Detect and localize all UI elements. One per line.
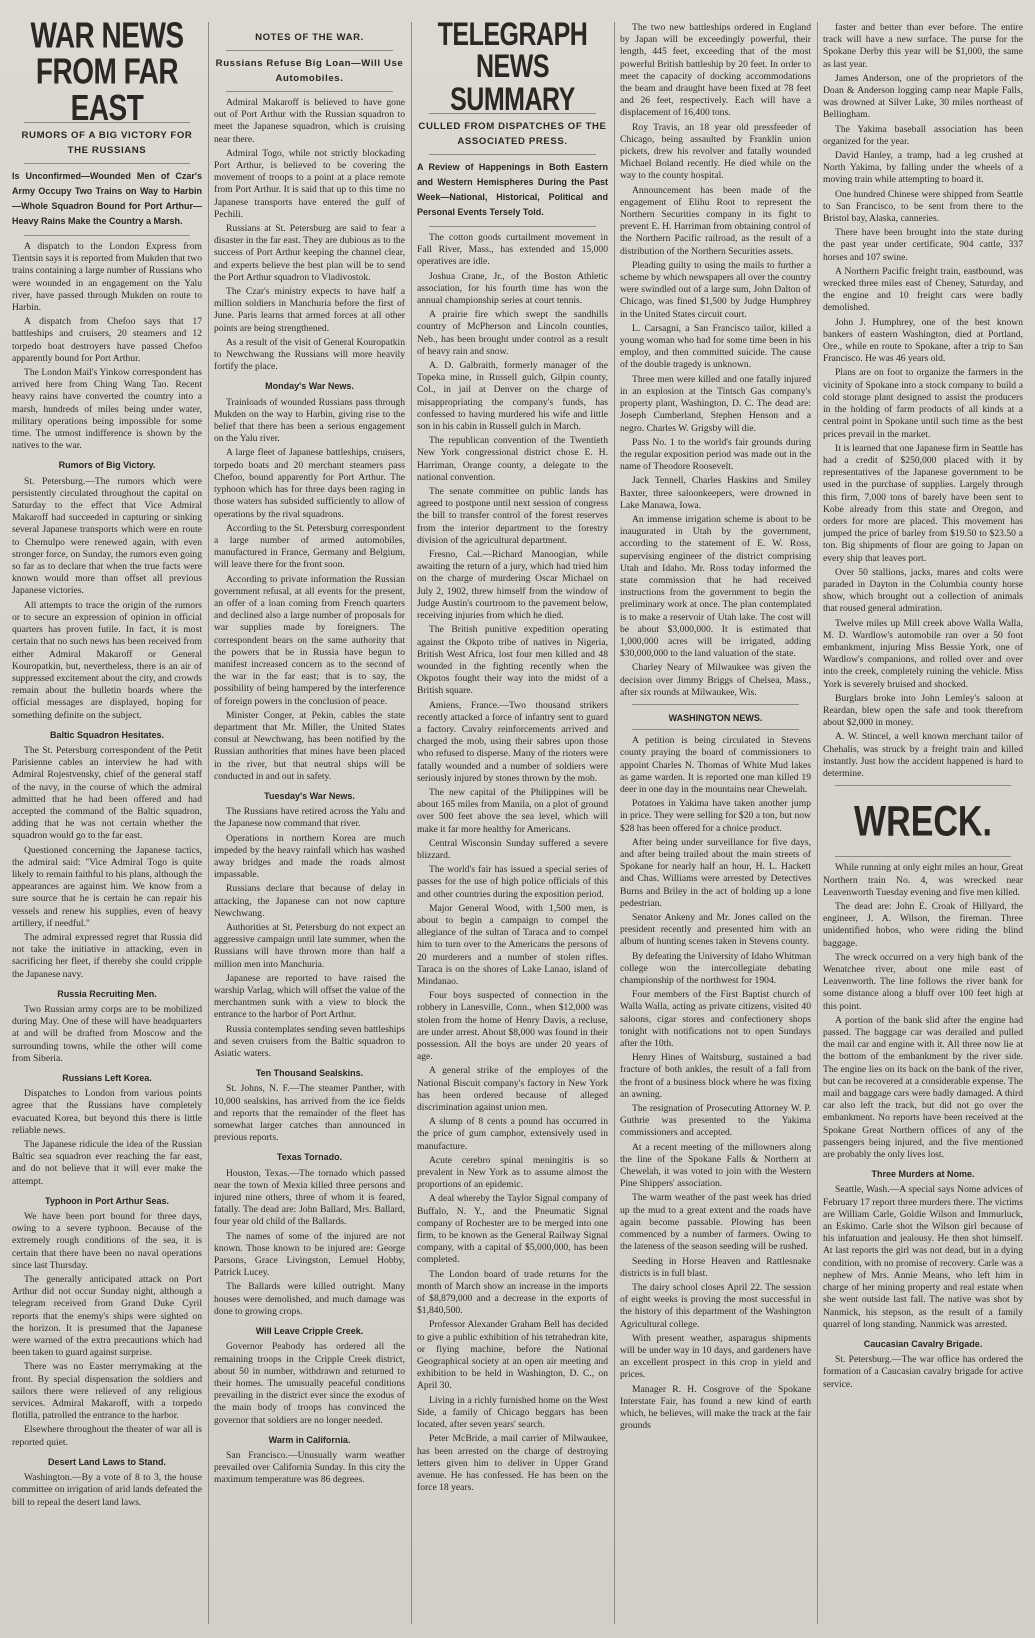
subheadline: RUMORS OF A BIG VICTORY FOR THE RUSSIANS [21,130,193,156]
article-body [214,1341,405,1426]
paragraph: According to private information the Russian government refusal, at all events for the present, an offer of a loan coming from French quarters and declined also a large number of proposals for war supplies made by foreigners. The correspondent bears on the same authority that the powers that be in Russia have begun to manifest increased concern as to the second of the war in the far east; that is to say, the possibility of being hampered by the interference of foreign powers in the conclusion of peace. [214,573,405,707]
article-body [620,22,811,699]
paragraph: The resignation of Prosecuting Attorney W. P. Guthrie was presented to the Yakima commissioners and accepted. [620,1103,811,1139]
article-body [620,735,811,1432]
paragraph: Minister Conger, at Pekin, cables the state department that Mr. Miller, the United States consul at Newchwang, has been notified by the Russian authorities that mines have been placed in the river, but that neutral ships will be conducted in and out in safety. [214,709,405,782]
divider [429,226,596,227]
divider [632,704,799,705]
paragraph: The Japanese ridicule the idea of the Russian Baltic sea squadron ever reaching the far east, and do not believe that it will ever make the attempt. [12,1139,202,1187]
paragraph: The world's fair has issued a special series of passes for the use of high police officials of this and other countries during the exposition period. [417,864,608,900]
paragraph: Washington.—By a vote of 8 to 3, the house committee on irrigation of arid lands defeated the bill to repeal the desert land laws. [12,1472,202,1508]
article-body [12,1004,202,1065]
summary-deck: Is Unconfirmed—Wounded Men of Czar's Army Occupy Two Trains on Way to Harbin—Whole Squadron Bound for Port Arthur—Heavy Rains Make the Country a Marsh. [12,171,202,226]
paragraph: Peter McBride, a mail carrier of Milwaukee, has been arrested on the charge of destroying letters given him to deliver in Upper Grand avenue. He has confessed. He has been on the force 18 years. [417,1433,608,1494]
paragraph: The new capital of the Philippines will be about 165 miles from Manila, on a plot of ground over 500 feet above the sea level, which will make it far more healthy for Americans. [417,786,608,835]
paragraph: John J. Humphrey, one of the best known bankers of eastern Washington, died at Portland, Ore., while en route to Spokane, after a trip to San Francisco. He was 46 years old. [823,316,1023,365]
paragraph: The warm weather of the past week has dried up the mud to a great extent and the roads have again become passable. Plowing has been commenced by a number of farmers. Owing to the lateness of the season seeding will be rushed. [620,1192,811,1253]
paragraph: After being under surveillance for five days, and after being trailed about the main streets of Spokane for nearly half an hour, H. L. Hackett and Chas. Williams were arrested by Detectives Burns and Briley in the act of holding up a lone pedestrian. [620,836,811,909]
paragraph: Pass No. 1 to the world's fair grounds during the regular exposition period was made out in the name of Theodore Roosevelt. [620,436,811,473]
section-heading: Texas Tornado. [276,1152,343,1163]
paragraph: The two new battleships ordered in England by Japan will be exceedingly powerful, their length, 445 feet, exceeding that of the most powerful British battleship by 20 feet. In order to meet the capacity of docking accommodations the beam and draught have been fixed at 78 feet and 26 feet, respectively. Each will have a displacement of 16,400 tons. [620,22,811,119]
paragraph: James Anderson, one of the proprietors of the Doan & Anderson logging camp near Maple Falls, was drowned at Silver Lake, 30 miles northeast of Bellingham. [823,72,1023,121]
divider [24,163,190,164]
paragraph: Burglars broke into John Lemley's saloon at Reardan, blew open the safe and took therefrom about $2,000 in money. [823,692,1023,729]
paragraph: Acute cerebro spinal meningitis is so prevalent in New York as to assume almost the proportions of an epidemic. [417,1154,608,1191]
paragraph: A petition is being circulated in Stevens county praying the board of commissioners to appoint Charles N. Thomas of White Mud lakes as game warden. It is reported one man killed 19 deer in one day in the mountains near Chewelah. [620,735,811,795]
paragraph: Russia contemplates sending seven battleships and seven cruisers from the Baltic squadron to Asiatic waters. [214,1023,405,1060]
section-heading: Baltic Squadron Hesitates. [49,729,165,740]
paragraph: Potatoes in Yakima have taken another jump in price. They were selling for $20 a ton, but now $28 has been offered for a choice product. [620,798,811,834]
paragraph: The senate committee on public lands has agreed to postpone until next session of congress the bill to transfer control of the forest reserves from the interior department to the forestry division of the agricultural department. [417,486,608,546]
article-body [214,397,405,783]
paragraph: Plans are on foot to organize the farmers in the vicinity of Spokane into a stock company to build a cold storage plant designed to assist the producers in the holding of farm products of all kinds at a central point in Spokane until such time as the best prices prevail in the market. [823,367,1023,440]
paragraph: There have been brought into the state during the past year under certificate, 904 cattle, 337 horses and 107 swine. [823,227,1023,263]
paragraph: Central Wisconsin Sunday suffered a severe blizzard. [417,837,608,861]
paragraph: Two Russian army corps are to be mobilized during May. One of these will have headquarters at and will be drafted from Moscow and the surrounding towns, while the other will come from Siberia. [12,1003,202,1064]
article-body [417,232,608,1494]
paragraph: While running at only eight miles an hour, Great Northern train No. 4, was wrecked near Leavenworth Tuesday evening and five men killed. [823,862,1023,898]
column-wreck [823,22,1023,1628]
section-heading: Russians Left Korea. [62,1073,152,1083]
paragraph: A dispatch from Chefoo says that 17 battleships and cruisers, 20 steamers and 12 torpedo boat destroyers have passed Chefoo apparently bound for Port Arthur. [12,316,202,364]
paragraph: Living in a richly furnished home on the West Side, a family of Chicago beggars has been located, after seven years' search. [417,1394,608,1431]
paragraph: Manager R. H. Cosgrove of the Spokane Interstate Fair, has found a new kind of earth which, he believes, will make the track at the fair grounds [620,1383,811,1432]
paragraph: A dispatch to the London Express from Tientsin says it is reported from Mukden that two trains containing a large number of Russians who were wounded in an engagement on the Yalu river, have passed through Mukden on route to Harbin. [12,241,202,314]
paragraph: Pleading guilty to using the mails to further a scheme by which newspapers all over the country were swindled out of a large sum, John Dalton of Chicago, was fined $1,500 by Judge Humphrey in the United States circuit court. [620,259,811,320]
section-heading: Will Leave Cripple Creek. [255,1326,364,1337]
paragraph: faster and better than ever before. The entire track will have a new surface. The purse for the Spokane Derby this year will be $1,000, the same as last year. [823,22,1023,70]
paragraph: A. D. Galbraith, formerly manager of the Topeka mine, in Russell gulch, Gilpin county, Col., in jail at Denver on the charge of misappropriating the company's funds, has confessed to having murdered his wife and little son in his cabin in Russell gulch in March. [417,360,608,433]
paragraph: Roy Travis, an 18 year old pressfeeder of Chicago, being assaulted by Franklin union pickets, drew his revolver and fatally wounded Michael Boland recently. He died while on the way to the county hospital. [620,121,811,182]
paragraph: Major General Wood, with 1,500 men, is about to begin a campaign to compel the allegiance of the sultan of Taraca and to compel him to turn over to the Americans the persons of 20 murderers and a number of stolen rifles. Taraca is on the shores of Lake Lanao, island of Mindanao. [417,902,608,987]
paragraph: One hundred Chinese were shipped from Seattle to San Francisco, to be sent from there to the Bristol bay, Alaska, canneries. [823,188,1023,225]
section-heading: Rumors of Big Victory. [58,460,156,471]
column-war-news [12,22,202,1628]
article-body [823,1354,1023,1391]
column-telegraph-news [417,22,608,1628]
paragraph: Dispatches to London from various points agree that the Russians have completely evacuated Korea, but beyond this there is little reliable news. [12,1088,202,1136]
article-body [12,1088,202,1188]
paragraph: A prairie fire which swept the sandhills country of McPherson and Lincoln counties, Neb., has been brought under control as a result of heavy rain and snow. [417,309,608,357]
paragraph: Russians declare that because of delay in attacking, the Japanese can not now capture Newchwang. [214,883,405,919]
paragraph: Fresno, Cal.—Richard Manoogian, while awaiting the return of a jury, which had tried him on the charge of murdering Oscar Michael on July 2, 1902, threw himself from the window of Judge Austin's courtroom to the pavement below, receiving injuries from which he died. [417,549,608,622]
paragraph: Russians at St. Petersburg are said to fear a disaster in the far east. They are dubious as to the success of Port Arthur keeping the channel clear, and experts believe the best plan will be to send the Port Arthur squadron to Vladivostok. [214,223,405,283]
paragraph: Japanese are reported to have raised the warship Varlag, which will offset the value of the merchantmen sunk with a view to block the entrance to the harbor of Port Arthur. [214,972,405,1021]
article-body [12,1472,202,1509]
subheadline: CULLED FROM DISPATCHES OF THE ASSOCIATED PRESS. [418,121,607,147]
paragraph: By defeating the University of Idaho Whitman college won the intercollegiate debating championship of the northwest for 1904. [620,950,811,987]
column-washington-news [620,22,811,1628]
article-body [214,1168,405,1318]
article-body [12,1211,202,1449]
column-notes-of-war [214,22,405,1628]
paragraph: The Ballards were killed outright. Many houses were demolished, and much damage was done to growing crops. [214,1281,405,1317]
paragraph: Questioned concerning the Japanese tactics, the admiral said: "Vice Admiral Togo is quite likely to remain faithful to his plans, although the appearances are against him. We know from a sure source that he is certain he can repair his vessels and renew his supplies, even of heavy artillery, if needful." [12,844,202,929]
section-heading: Ten Thousand Sealskins. [255,1068,364,1079]
paragraph: Jack Tennell, Charles Haskins and Smiley Baxter, three saloonkeepers, were drowned in Lake Manawa, Iowa. [620,475,811,511]
divider [632,729,799,730]
paragraph: All attempts to trace the origin of the rumors or to secure an expression of opinion in official quarters has proven futile. In fact, it is most certain that no such news has been received from either Admiral Makaroff or General Kouropatkin, but, nevertheless, there is an air of suppressed excitement about the city, and crowds remain about the bulletin boards where the official messages are displayed, hoping for something definite on the subject. [12,599,202,721]
paragraph: Elsewhere throughout the theater of war all is reported quiet. [12,1424,202,1448]
divider [24,235,190,236]
section-heading: Caucasian Cavalry Brigade. [863,1338,983,1349]
paragraph: The British punitive expedition operating against the Okpoto tribe of natives in Nigeria, British West Africa, lost four men killed and 48 wounded in the fighting recently when the Okpotos fought their way into the midst of a British square. [417,624,608,697]
paragraph: The names of some of the injured are not known. Those known to be injured are: George Parsons, Grace Livingston, Lemuel Hobby, Patrick Lucey. [214,1230,405,1279]
paragraph: The republican convention of the Twentieth New York congressional district chose E. H. Harriman, Orange county, a delegate to the national convention. [417,435,608,483]
section-heading: Three Murders at Nome. [871,1169,975,1180]
paragraph: Operations in northern Korea are much impeded by the heavy rainfall which has washed away bridges and made the roads almost impassable. [214,832,405,881]
paragraph: Charley Neary of Milwaukee was given the decision over Jimmy Briggs of Chelsea, Mass., after six rounds at Milwaukee, Wis. [620,662,811,698]
paragraph: The dead are: John E. Croak of Hillyard, the engineer, J. A. Wilson, the fireman. Three unidentified hobos, who were riding the blind baggage. [823,901,1023,949]
section-heading: Desert Land Laws to Stand. [47,1456,167,1467]
paragraph: The Yakima baseball association has been organized for the year. [823,123,1023,147]
paragraph: Three men were killed and one fatally injured in an explosion at the Tintsch Gas company's property plant, Washington, D. C. The dead are: Joseph Cumberland, Stephen Henson and a negro. Charles W. Grigsby will die. [620,373,811,434]
paragraph: The Russians have retired across the Yalu and the Japanese now command that river. [214,806,405,830]
divider [226,91,393,92]
headline-telegraph-news: TELEGRAPH NEWS SUMMARY [437,22,588,118]
paragraph: At a recent meeting of the millowners along the line of the Spokane Falls & Northern at Chewelah, it was voted to join with the Western Pine Shippers' association. [620,1141,811,1190]
headline-wreck: WRECK. [854,798,992,846]
paragraph: Four members of the First Baptist church of Walla Walla, acting as private citizens, visited 40 saloons, cigar stores and confectionery shops tonight with notifications not to open Sundays after the 10th. [620,989,811,1050]
paragraph: The London Mail's Yinkow correspondent has arrived here from Ching Wang Tao. Recent heavy rains have converted the country into a marsh, hundreds of miles being under water, military operations being impossible for some time. The utmost indifference is shown by the natives to the war. [12,367,202,452]
paragraph: It is learned that one Japanese firm in Seattle has had a credit of $250,000 placed with it by representatives of the Japanese government to be used in the purchase of supplies. Largely through this firm, 7,000 tons of barely have been sent to Kobe already from this state and Oregon, and orders for more are placed. This movement has jumped the price of barley from $19.50 to $23.50 a ton. Big shipments of flour are going to Japan on every ship that leaves port. [823,442,1023,564]
paragraph: A portion of the bank slid after the engine had passed. The baggage car was derailed and pulled the mail car and engine with it. All three now lie at the bottom of the embankment by the river side. The engine lies on its back on the bank of the river, but can be recovered at a considerable expense. The mail and baggage cars were badly damaged. A third car also left the track, but did not go over the embankment. No reports have been received at the Spokane Great Northern offices of any of the passengers being injured, and the five mentioned are probably the only lives lost. [823,1014,1023,1161]
divider [835,856,1011,857]
section-heading: WASHINGTON NEWS. [668,712,763,723]
paragraph: Admiral Togo, while not strictly blockading Port Arthur, is believed to be covering the movement of troops to a point at a place remote from Port Arthur. It is said that up to this time no Japanese transports have entered the gulf of Pechili. [214,147,405,220]
paragraph: Four boys suspected of connection in the robbery in Lanesville, Conn., when $12,000 was stolen from the home of Henry Davis, a recluse, are under arrest. About $8,000 was found in their possession. All the boys are under 20 years of age. [417,990,608,1063]
paragraph: A Northern Pacific freight train, eastbound, was wrecked three miles east of Cheney, Saturday, and the engine and 10 freight cars were badly demolished. [823,265,1023,314]
article-body [214,806,405,1060]
paragraph: Joshua Crane, Jr., of the Boston Athletic association, for his fourth time has won the annual championship series at court tennis. [417,270,608,307]
column-rule [614,22,615,1624]
paragraph: Henry Hines of Waitsburg, sustained a bad fracture of both ankles, the result of a fall from the front of a business block where he was fixing an awning. [620,1052,811,1100]
paragraph: According to the St. Petersburg correspondent a large number of armed automobiles, manufactured in France, Germany and Belgium, will leave there for the front soon. [214,522,405,571]
article-body [823,1184,1023,1330]
paragraph: Authorities at St. Petersburg do not expect an aggressive campaign until late summer, when the Russians will have thrown more than half a million men into Manchuria. [214,922,405,970]
paragraph: A large fleet of Japanese battleships, cruisers, torpedo boats and 20 merchant steamers pass Chefoo, bound apparently for Port Arthur. The typhoon which has for three days been raging in those waters has subsided sufficiently to allow of operations by the rival squadrons. [214,447,405,520]
paragraph: Houston, Texas.—The tornado which passed near the town of Mexia killed three persons and injured nine others, three of whom it is feared, fatally. The dead are: John Ballard, Mrs. Ballard, four year old child of the Ballards. [214,1167,405,1228]
paragraph: The Czar's ministry expects to have half a million soldiers in Manchuria before the first of June. Paris learns that armed forces at all other points are being strengthened. [214,286,405,334]
divider [429,154,596,155]
article-body [823,22,1023,780]
paragraph: Amiens, France.—Two thousand strikers recently attacked a force of infantry sent to guard a factory. Cavalry reinforcements arrived and charged the mob, using their sabres upon those who refused to disperse. Many of the rioters were fatally wounded and a number of soldiers were seriously injured by stones thrown by the mob. [417,699,608,784]
paragraph: A general strike of the employes of the National Biscuit company's factory in New York has been ordered because of alleged discrimination against union men. [417,1065,608,1114]
article-body [12,745,202,981]
paragraph: The admiral expressed regret that Russia did not take the initiative in attacking, even in sacrificing her fleet, if thereby she could cripple the Japanese navy. [12,931,202,980]
paragraph: Admiral Makaroff is believed to have gone out of Port Arthur with the Russian squadron to meet the Japanese squadron, which is cruising near there. [214,97,405,145]
headline-war-news: WAR NEWS FROM FAR EAST [30,22,184,128]
article-body [823,862,1023,1161]
paragraph: Senator Ankeny and Mr. Jones called on the president recently and presented him with an album of hunting scenes taken in Stevens county. [620,912,811,948]
paragraph: Trainloads of wounded Russians pass through Mukden on the way to Harbin, giving rise to the belief that there has been a serious engagement on the Yalu river. [214,396,405,445]
article-body [214,1450,405,1487]
paragraph: There was no Easter merrymaking at the front. By special dispensation the soldiers and sailors there were relieved of any religious services. Admiral Makaroff, with a torpedo flotilla, patrolled the entrance to the harbor. [12,1361,202,1422]
subheadline: Russians Refuse Big Loan—Will Use Automobiles. [215,58,404,84]
summary-deck: A Review of Happenings in Both Eastern and Western Hemispheres During the Past Week—National, Historical, Political and Personal Events Tersely Told. [417,162,608,217]
article-body [214,97,405,373]
section-heading: Russia Recruiting Men. [57,988,157,999]
paragraph: The cotton goods curtailment movement in Fall River, Mass., has extended and 15,000 operatives are idle. [417,232,608,268]
column-rule [411,22,412,1624]
paragraph: An immense irrigation scheme is about to be inaugurated in Utah by the government, according to the statement of E. W. Ross, supervising engineer of the district comprising Utah and Idaho. Mr. Ross today informed the state commission that he had received instructions from the government to begin the preliminary work at once. The plan contemplated is to make a reservoir of Utah lake. The cost will be about $3,000,000. It is estimated that 1,000,000 acres will be irrigated, adding $30,000,000 to the land valuation of the state. [620,513,811,660]
article-body [214,1083,405,1144]
paragraph: Seeding in Horse Heaven and Rattlesnake districts is in full blast. [620,1255,811,1279]
divider [835,785,1011,786]
paragraph: Governor Peabody has ordered all the remaining troops in the Cripple Creek district, about 50 in number, withdrawn and returned to their homes. The unusually peaceful conditions prevailing in the district ever since the exodus of the main body of troops has convinced the governor that soldiers are no longer needed. [214,1341,405,1426]
section-heading: Typhoon in Port Arthur Seas. [44,1195,169,1206]
paragraph: A slump of 8 cents a pound has occurred in the price of gum camphor, extensively used in manufacture. [417,1116,608,1152]
column-rule [817,22,818,1624]
paragraph: We have been port bound for three days, owing to a severe typhoon. Because of the extremely rough conditions of the sea, it is certain that there have been no naval operations since last Thursday. [12,1211,202,1271]
paragraph: The generally anticipated attack on Port Arthur did not occur Sunday night, although a telegram received from Grand Duke Cyril reports that the enemy's ships were sighted on the horizon. It is presumed that the Japanese were warned of the extra precautions which had been taken to guard against surprise. [12,1274,202,1359]
divider [226,50,393,51]
paragraph: A. W. Stincel, a well known merchant tailor of Chehalis, was struck by a freight train and killed instantly. Just how the accident happened is hard to determine. [823,731,1023,779]
headline-notes-of-war: NOTES OF THE WAR. [255,32,364,43]
column-rule [208,22,209,1624]
paragraph: As a result of the visit of General Kouropatkin to Newchwang the Russians will more heavily fortify the place. [214,336,405,373]
paragraph: Announcement has been made of the engagement of Elihu Root to represent the Northern Securities company in its fight to prevent E. H. Harriman from obtaining control of the Northern Pacific railroad, as the result of a distribution of the Northern Securities assets. [620,184,811,257]
paragraph: David Hanley, a tramp, had a leg crushed at North Yakima, by falling under the wheels of a moving train while attempting to board it. [823,150,1023,186]
section-heading: Tuesday's War News. [264,790,355,801]
paragraph: The wreck occurred on a very high bank of the Wenatchee river, about one mile east of Leavenworth. The line follows the river bank for some distance along a bluff over 100 feet high at this point. [823,951,1023,1012]
paragraph: St. Petersburg.—The rumors which were persistently circulated throughout the capital on Saturday to the effect that Vice Admiral Makaroff had succeeded in capturing or sinking several Japanese transports which were en route to Chemulpo were renewed again, with even stronger force, on Sunday, the rumors even going so far as to declare that when the true facts were known would more than offset all previous Japanese victories. [12,475,202,597]
paragraph: The London board of trade returns for the month of March show an increase in the imports of $8,879,000 and a decrease in the exports of $1,840,500. [417,1268,608,1317]
paragraph: The dairy school closes April 22. The session of eight weeks is proving the most successful in the history of this department of the Washington Agricultural college. [620,1281,811,1330]
paragraph: A deal whereby the Taylor Signal company of Buffalo, N. Y., and the Pneumatic Signal company of Rochester are to be merged into one firm, to be known as the General Railway Signal company, with a capital of $5,000,000, has been completed. [417,1193,608,1266]
paragraph: St. Petersburg.—The war office has ordered the formation of a Caucasian cavalry brigade for active service. [823,1354,1023,1390]
paragraph: With present weather, asparagus shipments will be under way in 10 days, and gardeners have an excellent prospect in this crop in yield and prices. [620,1332,811,1381]
section-heading: Warm in California. [268,1434,351,1445]
paragraph: San Francisco.—Unusually warm weather prevailed over California Sunday. In this city the maximum temperature was 86 degrees. [214,1449,405,1486]
article-body [12,241,202,452]
paragraph: The St. Petersburg correspondent of the Petit Parisienne cables an interview he had with Admiral Rojestvensky, chief of the general staff of the navy, in the course of which the admiral admitted that he had been offered and had accepted the command of the Baltic squadron, adding that he was not certain whether the squadron would go to the far east. [12,744,202,842]
paragraph: St. Johns, N. F.—The steamer Panther, with 10,000 sealskins, has arrived from the ice fields and reports that the remainder of the fleet has somewhat larger catches than announced in previous reports. [214,1083,405,1144]
paragraph: Twelve miles up Mill creek above Walla Walla, M. D. Wardlow's automobile ran over a 50 foot embankment, injuring Miss Bessie York, one of Wardlow's companions, and rolled over and over into the creek, completely ruining the vehicle. Miss York is severely bruised and shocked. [823,617,1023,690]
paragraph: Seattle, Wash.—A special says Nome advices of February 17 report three murders there. The victims are William Carle, Goldie Wilson and Immurluck, an Eskimo. Carle shot the Wilson girl because of his infatuation and jealousy. He then shot himself. At last reports the girl was not dead, but in a dying condition, with no promise of recovery. Carle was a nephew of Mrs. Annie Means, who left him in charge of her mining property and real estate when she went outside last fall. The native was shot by Nanmick, his stepson, as the result of a family quarrel of long standing. Nanmick was arrested. [823,1184,1023,1330]
paragraph: L. Carsagni, a San Francisco tailor, killed a young woman who had for some time been in his employ, and then committed suicide. The cause of the double tragedy is unknown. [620,322,811,371]
section-heading: Monday's War News. [265,381,354,392]
paragraph: Professor Alexander Graham Bell has decided to give a public exhibition of his tetrahedran kite, or flying machine, before the National Geographical society at an open air meeting and exhibition to be held in Washington, D. C., on April 30. [417,1319,608,1392]
paragraph: Over 50 stallions, jacks, mares and colts were paraded in Dayton in the Columbia county horse show, which brought out a collection of animals that roused general admiration. [823,566,1023,615]
article-body [12,476,202,722]
